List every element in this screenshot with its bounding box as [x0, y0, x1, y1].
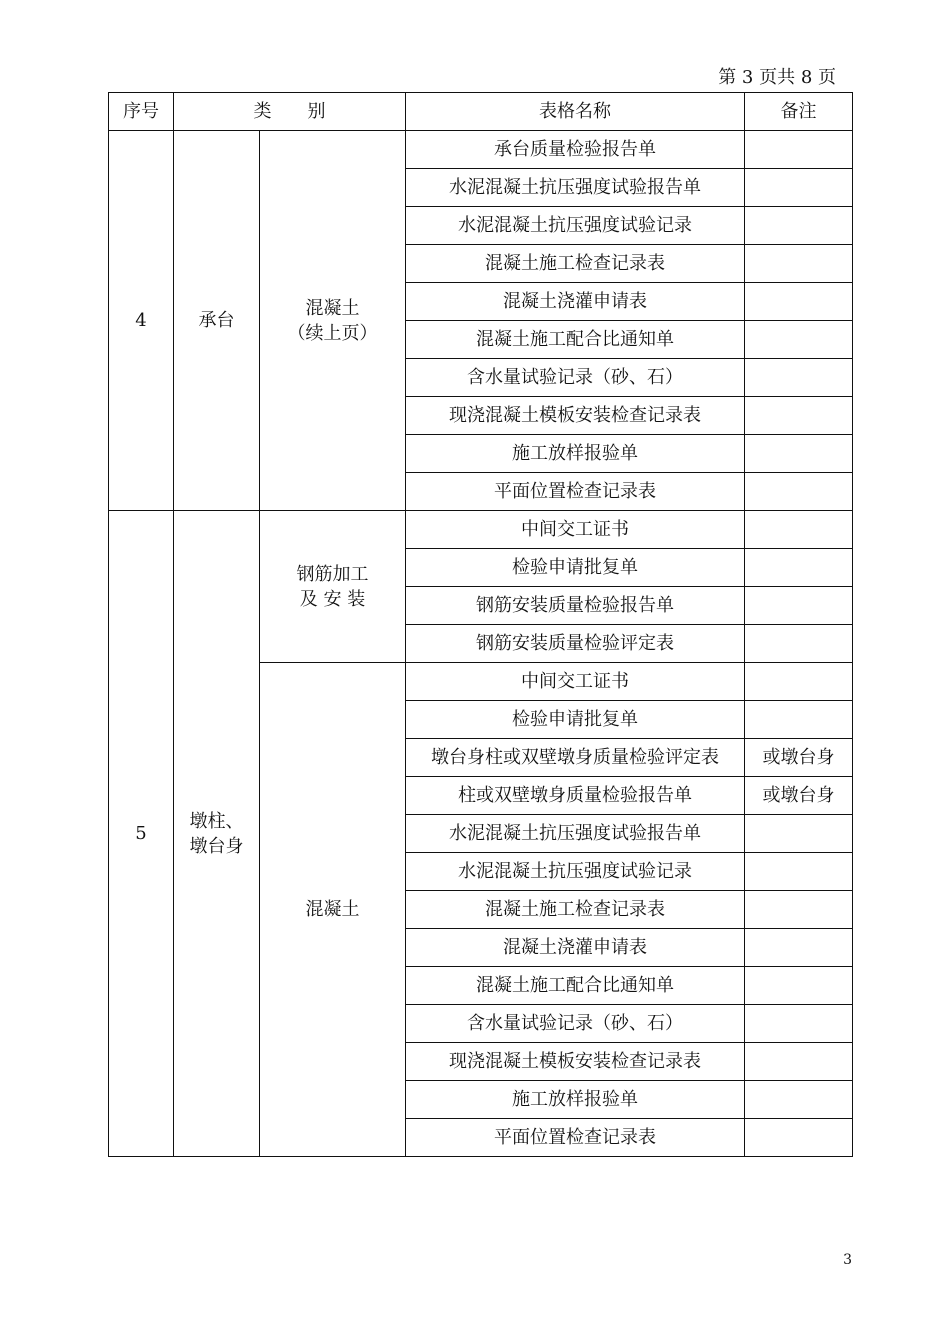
form-name-cell: 承台质量检验报告单	[406, 131, 745, 169]
form-name-cell: 柱或双壁墩身质量检验报告单	[406, 777, 745, 815]
form-name-cell: 现浇混凝土模板安装检查记录表	[406, 397, 745, 435]
header-seq: 序号	[109, 93, 174, 131]
remark-cell	[745, 929, 853, 967]
form-name-cell: 中间交工证书	[406, 663, 745, 701]
remark-cell	[745, 397, 853, 435]
form-name-cell: 水泥混凝土抗压强度试验报告单	[406, 169, 745, 207]
remark-cell	[745, 245, 853, 283]
remark-cell	[745, 1005, 853, 1043]
form-name-cell: 钢筋安装质量检验报告单	[406, 587, 745, 625]
subgroup-name	[260, 511, 406, 663]
header-category: 类 别	[174, 93, 406, 131]
form-name-cell: 含水量试验记录（砂、石）	[406, 1005, 745, 1043]
remark-cell	[745, 169, 853, 207]
subgroup-name	[260, 663, 406, 1157]
form-name-cell: 现浇混凝土模板安装检查记录表	[406, 1043, 745, 1081]
table-row	[109, 131, 853, 169]
remark-cell	[745, 359, 853, 397]
remark-cell	[745, 815, 853, 853]
remark-cell	[745, 663, 853, 701]
form-name-cell: 水泥混凝土抗压强度试验记录	[406, 853, 745, 891]
remark-cell	[745, 891, 853, 929]
form-name-cell: 混凝土施工配合比通知单	[406, 321, 745, 359]
remark-cell	[745, 207, 853, 245]
remark-cell	[745, 967, 853, 1005]
remark-cell: 或墩台身	[745, 739, 853, 777]
group-seq-text: 4	[135, 310, 147, 331]
remark-cell: 或墩台身	[745, 777, 853, 815]
form-name-cell: 混凝土施工检查记录表	[406, 245, 745, 283]
group-category-text: 墩柱、 墩台身	[189, 810, 244, 857]
form-name-cell: 水泥混凝土抗压强度试验记录	[406, 207, 745, 245]
form-name-cell: 平面位置检查记录表	[406, 1119, 745, 1157]
group-seq	[109, 131, 174, 511]
group-category-text: 承台	[198, 310, 235, 331]
group-seq	[109, 511, 174, 1157]
form-name-cell: 中间交工证书	[406, 511, 745, 549]
remark-cell	[745, 1081, 853, 1119]
remark-cell	[745, 131, 853, 169]
forms-table	[108, 92, 853, 1157]
remark-cell	[745, 511, 853, 549]
form-name-cell: 施工放样报验单	[406, 1081, 745, 1119]
remark-cell	[745, 853, 853, 891]
header-form-name: 表格名称	[406, 93, 745, 131]
form-name-cell: 平面位置检查记录表	[406, 473, 745, 511]
remark-cell	[745, 435, 853, 473]
subgroup-name-text: 钢筋加工 及 安 装	[296, 563, 369, 610]
form-name-cell: 水泥混凝土抗压强度试验报告单	[406, 815, 745, 853]
subgroup-name	[260, 131, 406, 511]
table-row	[109, 511, 853, 549]
form-name-cell: 混凝土施工配合比通知单	[406, 967, 745, 1005]
remark-cell	[745, 283, 853, 321]
subgroup-name-text: 混凝土	[305, 899, 360, 920]
form-name-cell: 含水量试验记录（砂、石）	[406, 359, 745, 397]
footer-page-number: 3	[843, 1252, 852, 1268]
form-name-cell: 混凝土浇灌申请表	[406, 283, 745, 321]
subgroup-name-text: 混凝土 （续上页）	[287, 297, 378, 344]
remark-cell	[745, 473, 853, 511]
table-body	[109, 93, 853, 1157]
remark-cell	[745, 625, 853, 663]
form-name-cell: 施工放样报验单	[406, 435, 745, 473]
form-name-cell: 混凝土浇灌申请表	[406, 929, 745, 967]
remark-cell	[745, 321, 853, 359]
form-name-cell: 钢筋安装质量检验评定表	[406, 625, 745, 663]
remark-cell	[745, 587, 853, 625]
remark-cell	[745, 549, 853, 587]
group-category	[174, 131, 260, 511]
header-row	[109, 93, 853, 131]
form-name-cell: 检验申请批复单	[406, 701, 745, 739]
group-seq-text: 5	[135, 823, 147, 844]
header-remark: 备注	[745, 93, 853, 131]
remark-cell	[745, 1119, 853, 1157]
page-header: 第 3 页共 8 页	[718, 67, 836, 88]
remark-cell	[745, 1043, 853, 1081]
form-name-cell: 混凝土施工检查记录表	[406, 891, 745, 929]
group-category	[174, 511, 260, 1157]
form-name-cell: 墩台身柱或双壁墩身质量检验评定表	[406, 739, 745, 777]
form-name-cell: 检验申请批复单	[406, 549, 745, 587]
remark-cell	[745, 701, 853, 739]
